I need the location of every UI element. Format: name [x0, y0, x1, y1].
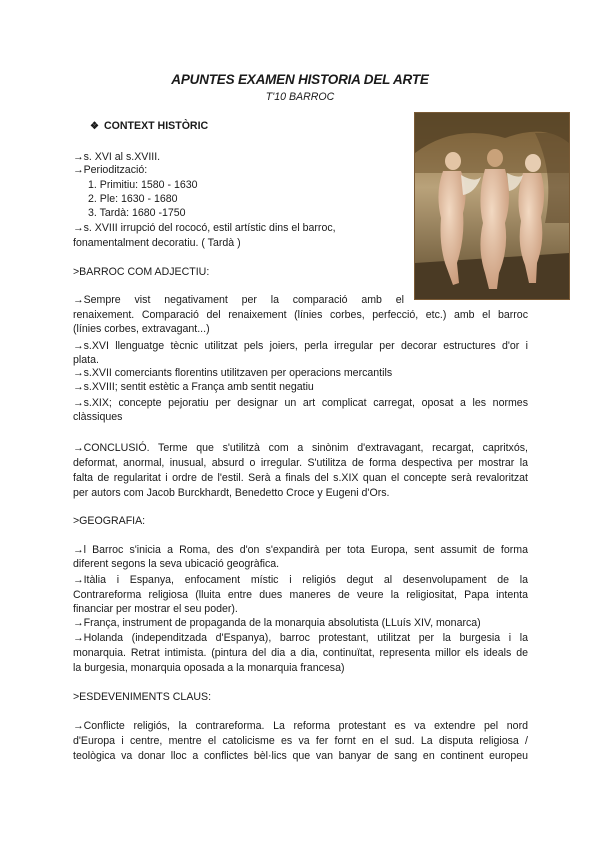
geography-line: →l Barroc s'inicia a Roma, des d'on s'expandirà per tota Europa, sent assumit de forma: [73, 544, 528, 556]
context-heading-text: CONTEXT HISTÒRIC: [104, 120, 209, 132]
three-graces-painting: [414, 112, 570, 300]
geography-line: →França, instrument de propaganda de la monarquia absolutista (LLuís XIV, monarca): [73, 617, 481, 629]
geography-line: Contrareforma religiosa (lluita entre dues maneres de veure la religiositat, Papa intenta: [73, 589, 528, 601]
events-line: teològica va donar lloc a conflictes bèl·lics que van banyar de sang en continent europeu: [73, 750, 528, 762]
paragraph-line: →Sempre vist negativament per la comparació amb el: [73, 294, 404, 306]
document-subtitle: T'10 BARROC: [265, 91, 335, 103]
conclusion-line: →CONCLUSIÓ. Terme que s'utilitzà com a sinònim d'extravagant, recargat, capritxós,: [73, 442, 528, 454]
geography-line: monarquia. Retrat intimista. (pintura del dia a dia, continuïtat, representa millor els ideals de: [73, 647, 528, 659]
paragraph-line: →s.XIX; concepte pejoratiu per designar un art complicat carregat, oposat a les normes: [73, 397, 528, 409]
geography-line: →Itàlia i Espanya, enfocament místic i religiós degut al desenvolupament de la: [73, 574, 528, 586]
events-line: d'Europa i centre, mentre el catolicisme es va fer fornt en el sud. La disputa religiosa /: [73, 735, 528, 747]
events-line: →Conflicte religiós, la contrareforma. La reforma protestant es va extendre pel nord: [73, 720, 528, 732]
rococo-line: →s. XVIII irrupció del rococó, estil artístic dins el barroc,: [73, 222, 336, 234]
periodization-label: →Periodització:: [73, 164, 148, 176]
paragraph-line: renaixement. Comparació del renaixement (línies corbes, perfecció, etc.) amb el barroc: [73, 309, 528, 321]
phase-item: 1. Primitiu: 1580 - 1630: [88, 179, 198, 191]
section-heading-adjective: >BARROC COM ADJECTIU:: [73, 266, 210, 278]
paragraph-line: →s.XVIII; sentit estètic a França amb sentit negatiu: [73, 381, 314, 393]
document-title: APUNTES EXAMEN HISTORIA DEL ARTE: [171, 72, 429, 87]
conclusion-line: falta de regularitat i ordre de l'estil. Serà a finals del s.XIX quan el concepte serà revaloritzat: [73, 472, 528, 484]
paragraph-line: plata.: [73, 354, 99, 366]
rococo-line: fonamentalment decoratiu. ( Tardà ): [73, 237, 241, 249]
section-heading-geography: >GEOGRAFIA:: [73, 515, 146, 527]
paragraph-line: (línies corbes, extravagant...): [73, 323, 210, 335]
diamond-bullet-icon: ❖: [90, 121, 99, 132]
conclusion-line: deformat, anormal, inusual, absurd o irregular. S'utilitza de forma despectiva per mostrar la: [73, 457, 528, 469]
paragraph-line: →s.XVI llenguatge tècnic utilitzat pels joiers, perla irregular per decorar estructures d'or i: [73, 340, 528, 352]
geography-line: diferent segons la seva ubicació geogràfica.: [73, 558, 280, 570]
paragraph-line: clàssiques: [73, 411, 123, 423]
geography-line: financiar per mostrar el seu poder).: [73, 603, 238, 615]
phase-item: 2. Ple: 1630 - 1680: [88, 193, 178, 205]
geography-line: →Holanda (independitzada d'Espanya), barroc protestant, utilitzat per la burgesia i la: [73, 632, 528, 644]
section-heading-context: [90, 120, 208, 132]
section-heading-events: >ESDEVENIMENTS CLAUS:: [73, 691, 212, 703]
phase-item: 3. Tardà: 1680 -1750: [88, 207, 186, 219]
conclusion-line: per autors com Jacob Burckhardt, Benedetto Croce y Eugeni d'Ors.: [73, 487, 390, 499]
paragraph-line: →s.XVII comerciants florentins utilitzaven per operacions mercantils: [73, 367, 393, 379]
period-line: →s. XVI al s.XVIII.: [73, 151, 161, 163]
geography-line: la burgesia, monarquia oposada a la monarquia francesa): [73, 662, 345, 674]
